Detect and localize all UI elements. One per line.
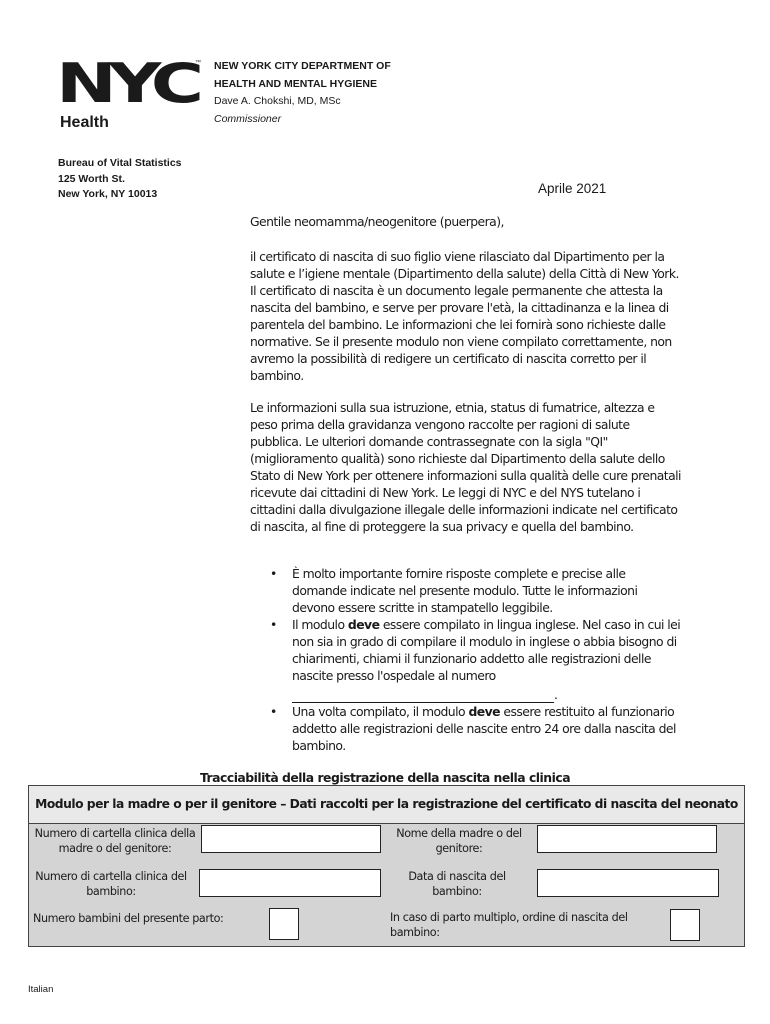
department-header xyxy=(214,58,391,128)
logo-wordmark: NYC xyxy=(58,56,201,115)
bureau-name: Bureau of Vital Statistics xyxy=(58,157,182,169)
mother-record-label: Numero di cartella clinica della madre o del genitore: xyxy=(34,827,196,855)
bullet-1-text: È molto importante fornire risposte complete e precise alle domande indicate nel presente modulo. Tutte le informazioni devono essere scritte in stampatello leggibile. xyxy=(292,566,638,615)
form-title: Modulo per la madre o per il genitore – Dati raccolti per la registrazione del certificato di nascita del neonato xyxy=(29,786,744,824)
bullet-3-post: essere restituito al funzionario addetto alle registrazioni delle nascite entro 24 ore dalla nascita del bambino. xyxy=(292,704,676,753)
list-item xyxy=(270,616,682,703)
commissioner-title: Commissioner xyxy=(214,112,282,125)
logo-health-text: Health xyxy=(60,114,109,131)
hospital-phone-blank[interactable] xyxy=(292,689,554,703)
bullet-2-emphasis: deve xyxy=(347,617,380,632)
bureau-city: New York, NY 10013 xyxy=(58,188,158,200)
bullet-2-post: essere compilato in lingua inglese. Nel caso in cui lei non sia in grado di compilare il modulo in inglese o abbia bisogno di chiarimenti, chiami il funzionario addetto alle registrazioni delle nascite presso l'ospedale al numero xyxy=(292,617,681,683)
logo-trademark: ™ xyxy=(195,60,201,66)
letter-paragraph-1: il certificato di nascita di suo figlio viene rilasciato dal Dipartimento per la salute e l’igiene mentale (Dipartimento della salute) della Città di New York. Il certificato di nascita è un documento legale permanente che attesta la nascita del bambino, e serve per provare l'età, la cittadinanza e la linea di parentela del bambino. Le informazioni che lei fornirà sono richieste dalle normative. Se il presente modulo non viene compilato correttamente, non avremo la possibilità di redigere un certificato di nascita corretto per il bambino. xyxy=(250,249,679,383)
child-record-input[interactable] xyxy=(199,869,381,897)
nyc-logo-icon xyxy=(58,56,202,132)
birth-order-input[interactable] xyxy=(670,909,700,941)
bureau-address xyxy=(58,156,182,203)
mother-name-input[interactable] xyxy=(537,825,717,853)
instruction-list xyxy=(270,565,682,754)
list-item xyxy=(270,565,682,616)
bullet-3-pre: Una volta compilato, il modulo xyxy=(292,704,469,719)
letter-greeting: Gentile neomamma/neogenitore (puerpera), xyxy=(250,214,504,229)
birth-order-label: In caso di parto multiplo, ordine di nascita del bambino: xyxy=(390,911,628,939)
num-babies-label: Numero bambini del presente parto: xyxy=(33,912,224,925)
bullet-2-pre: Il modulo xyxy=(292,617,348,632)
dept-line-1: NEW YORK CITY DEPARTMENT OF xyxy=(214,60,391,72)
child-record-label: Numero di cartella clinica del bambino: xyxy=(35,870,187,898)
birth-date-input[interactable] xyxy=(537,869,719,897)
mother-record-input[interactable] xyxy=(201,825,381,853)
num-babies-input[interactable] xyxy=(269,908,299,940)
bullet-icon: • xyxy=(270,617,277,632)
bullet-icon: • xyxy=(270,704,277,719)
tracking-title: Tracciabilità della registrazione della nascita nella clinica xyxy=(199,770,571,785)
language-footer: Italian xyxy=(28,984,54,995)
letter-paragraph-2: Le informazioni sulla sua istruzione, etnia, status di fumatrice, altezza e peso prima della gravidanza vengono raccolte per ragioni di salute pubblica. Le ulteriori domande contrassegnate con la sigla "QI" (miglioramento qualità) sono richieste dal Dipartimento della salute dello Stato di New York per ottenere informazioni sulla qualità delle cure prenatali ricevute dai cittadini di New York. Le leggi di NYC e del NYS tutelano i cittadini dalla divulgazione illegale delle informazioni indicate nel certificato di nascita, al fine di proteggere la sua privacy e quella del bambino. xyxy=(250,400,681,534)
birth-date-label: Data di nascita del bambino: xyxy=(408,870,506,898)
bullet-icon: • xyxy=(270,566,277,581)
bureau-street: 125 Worth St. xyxy=(58,172,125,185)
letter-date: Aprile 2021 xyxy=(538,181,607,196)
bullet-3-emphasis: deve xyxy=(468,704,500,719)
dept-line-2: HEALTH AND MENTAL HYGIENE xyxy=(214,77,377,90)
mother-name-label: Nome della madre o del genitore: xyxy=(396,827,522,855)
nyc-health-logo xyxy=(58,56,202,132)
list-item xyxy=(270,703,682,754)
commissioner-name: Dave A. Chokshi, MD, MSc xyxy=(214,95,341,107)
bullet-2-end: . xyxy=(554,687,558,702)
mother-data-form xyxy=(28,785,745,947)
